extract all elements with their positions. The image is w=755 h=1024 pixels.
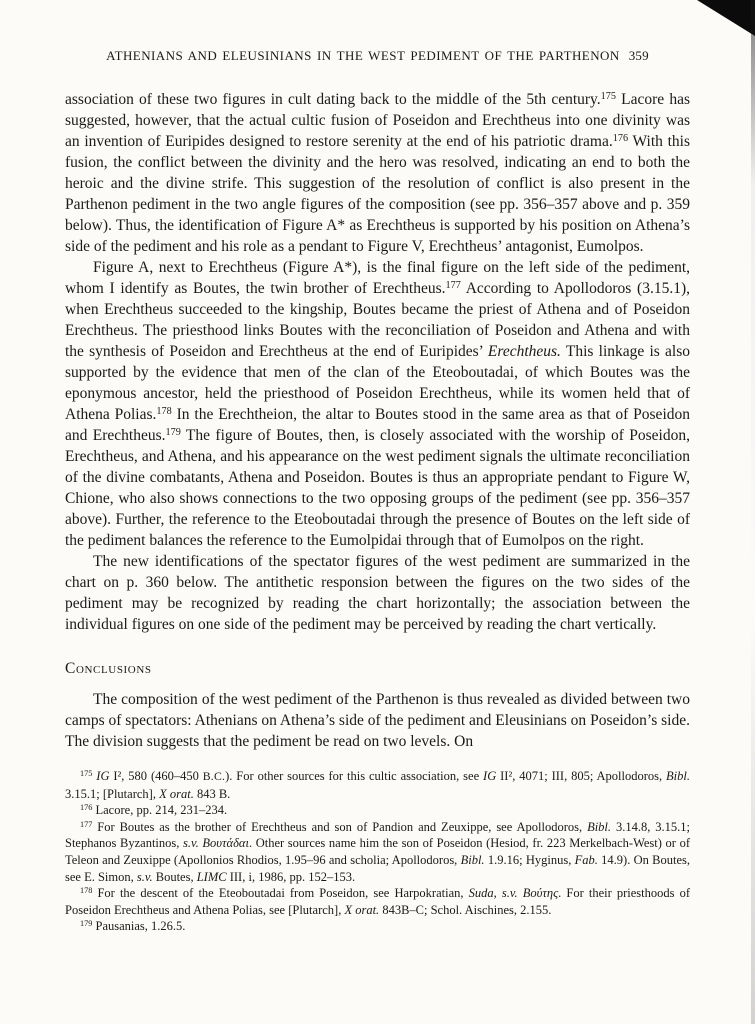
text-run: Fab. <box>574 852 598 867</box>
body-paragraph <box>65 89 690 257</box>
text-run: Bibl. <box>460 852 485 867</box>
text-run: For the descent of the Eteoboutadai from Poseidon, see Harpokratian, <box>92 886 469 901</box>
text-run: The figure of Boutes, then, is closely associated with the worship of Poseidon, Erechtheus, and Athena, and his appearance on the west pediment signals the ultimate reconciliation of the divine combatants, Athena and Poseidon. Boutes is thus an appropriate pendant to Figure W, Chione, who also shows connections to the two opposing groups of the pediment (see pp. 356–357 above). Further, the reference to the Eteoboutadai through the presence of Boutes on the left side of the pediment balances the reference to the Eumolpidai through that of Eumolpos on the right. <box>65 427 690 549</box>
text-run: s.v. <box>136 869 153 884</box>
text-run: . For their priesthoods of Poseidon Erechtheus and Athena Polias, see [Plutarch], <box>65 886 691 917</box>
text-run: Boutes, <box>152 869 197 884</box>
text-run: X orat. <box>344 902 380 917</box>
footnote-ref: 176 <box>80 803 93 813</box>
text-run: For Boutes as the brother of Erechtheus and son of Pandion and Zeuxippe, see Apollodoros, <box>92 819 588 834</box>
body-paragraph <box>65 689 690 752</box>
text-run: Βουτάδαι <box>202 836 249 851</box>
text-run: With this fusion, the conflict between the divinity and the hero was resolved, indicating an end to both the heroic and the divine strife. This suggestion of the resolution of conflict is also present in the Parthenon pediment in the two angle figures of the composition (see pp. 356–357 above and p. 359 below). Thus, the identification of Figure A* as Erechtheus is supported by his position on Athena’s side of the pediment and his role as a pendant to Figure V, Erechtheus’ antagonist, Eumolpos. <box>65 133 690 255</box>
scan-artifact-corner <box>697 0 755 36</box>
body-text <box>65 89 690 752</box>
footnote-ref: 177 <box>80 819 93 829</box>
text-run: IG <box>96 769 110 783</box>
scan-edge-shadow <box>751 0 755 1024</box>
footnote <box>65 918 690 935</box>
text-run: The new identifications of the spectator figures of the west pediment are summarized in the chart on p. 360 below. The antithetic responsion between the figures on the two sides of the pediment may be recognized by reading the chart horizontally; the association between the individual figures on one side of the pediment may be perceived by reading the chart vertically. <box>65 553 690 633</box>
body-paragraph <box>65 257 690 551</box>
text-run: Erechtheus. <box>487 343 561 360</box>
text-run: LIMC <box>196 869 227 884</box>
text-run: Βούτης <box>522 886 559 901</box>
text-run: 14.9). On Boutes, see E. Simon, <box>65 852 690 884</box>
text-run: IG <box>483 769 497 783</box>
page-number: 359 <box>628 48 649 63</box>
text-run: III, i, 1986, pp. 152–153. <box>226 869 356 884</box>
footnotes <box>65 768 690 935</box>
text-run: Pausanias, 1.26.5. <box>92 919 186 934</box>
text-run: Lacore has suggested, however, that the actual cultic fusion of Poseidon and Erechtheus into one divinity was an invention of Euripides designed to restore serenity at the end of his patriotic drama. <box>65 91 691 150</box>
text-run: Bibl. <box>587 819 612 834</box>
text-run: s.v. <box>183 836 199 851</box>
footnote <box>65 819 690 885</box>
footnote-ref: 175 <box>600 91 616 103</box>
text-run: Lacore, pp. 214, 231–234. <box>92 803 228 818</box>
text-run: 843B–C; Schol. Aischines, 2.155. <box>379 902 552 917</box>
footnote-ref: 177 <box>445 280 461 292</box>
running-header <box>65 48 690 64</box>
text-run: ). For other sources for this cultic association, see <box>225 769 484 783</box>
footnote <box>65 885 690 918</box>
text-run: Bibl. <box>666 769 691 783</box>
text-run: X orat. <box>159 786 194 801</box>
text-run: The composition of the west pediment of the Parthenon is thus revealed as divided between two camps of spectators: Athenians on Athena’s side of the pediment and Eleusinians on Poseidon’s side. The division suggests that the pediment be read on two levels. On <box>65 691 690 750</box>
text-run: I², 580 (460–450 <box>109 769 203 783</box>
running-header-title: ATHENIANS AND ELEUSINIANS IN THE WEST PEDIMENT OF THE PARTHENON <box>106 48 620 63</box>
body-paragraph <box>65 551 690 635</box>
section-heading: Conclusions <box>65 660 152 677</box>
text-run: II², 4071; III, 805; Apollodoros, <box>496 769 667 783</box>
footnote-ref: 179 <box>165 427 181 439</box>
text-run: According to Apollodoros (3.15.1), when Erechtheus succeeded to the kingship, Boutes became the priest of Athena and of Poseidon Erechtheus. The priesthood links Boutes with the reconciliation of Poseidon and Athena and with the synthesis of Poseidon and Erechtheus at the end of Euripides’ <box>65 280 690 360</box>
footnote-ref: 178 <box>156 406 172 418</box>
text-run: . Other sources name him the son of Poseidon (Hesiod, fr. 223 Merkelbach-West) or of Teleon and Zeuxippe (Apollonios Rhodios, 1.95–96 and scholia; Apollodoros, <box>65 836 691 867</box>
text-run: Figure A, next to Erechtheus (Figure A*), is the final figure on the left side of the pediment, whom I identify as Boutes, the twin brother of Erechtheus. <box>65 259 690 297</box>
text-run: association of these two figures in cult dating back to the middle of the 5th century. <box>65 91 601 108</box>
footnote-ref: 175 <box>80 769 93 779</box>
footnote-ref: 178 <box>80 886 93 896</box>
text-run: B.C. <box>202 770 226 783</box>
footnote <box>65 802 690 819</box>
text-run: , <box>493 886 502 901</box>
text-run: Suda <box>468 886 494 901</box>
text-run: This linkage is also supported by the evidence that men of the clan of the Eteoboutadai, of which Boutes was the eponymous ancestor, held the priesthood of Poseidon Erechtheus, while its women held that of Athena Polias. <box>65 343 690 423</box>
text-run: 3.14.8, 3.15.1; Stephanos Byzantinos, <box>65 819 690 851</box>
text-run: s.v. <box>501 886 518 901</box>
footnote-ref: 176 <box>612 133 629 145</box>
text-run: 1.9.16; Hyginus, <box>484 852 575 867</box>
text-run: 3.15.1; [Plutarch], <box>65 786 160 801</box>
text-run: In the Erechtheion, the altar to Boutes stood in the same area as that of Poseidon and Erechtheus. <box>65 406 690 444</box>
footnote-ref: 179 <box>80 919 93 929</box>
footnote <box>65 768 690 802</box>
text-run: 843 B. <box>193 786 231 801</box>
